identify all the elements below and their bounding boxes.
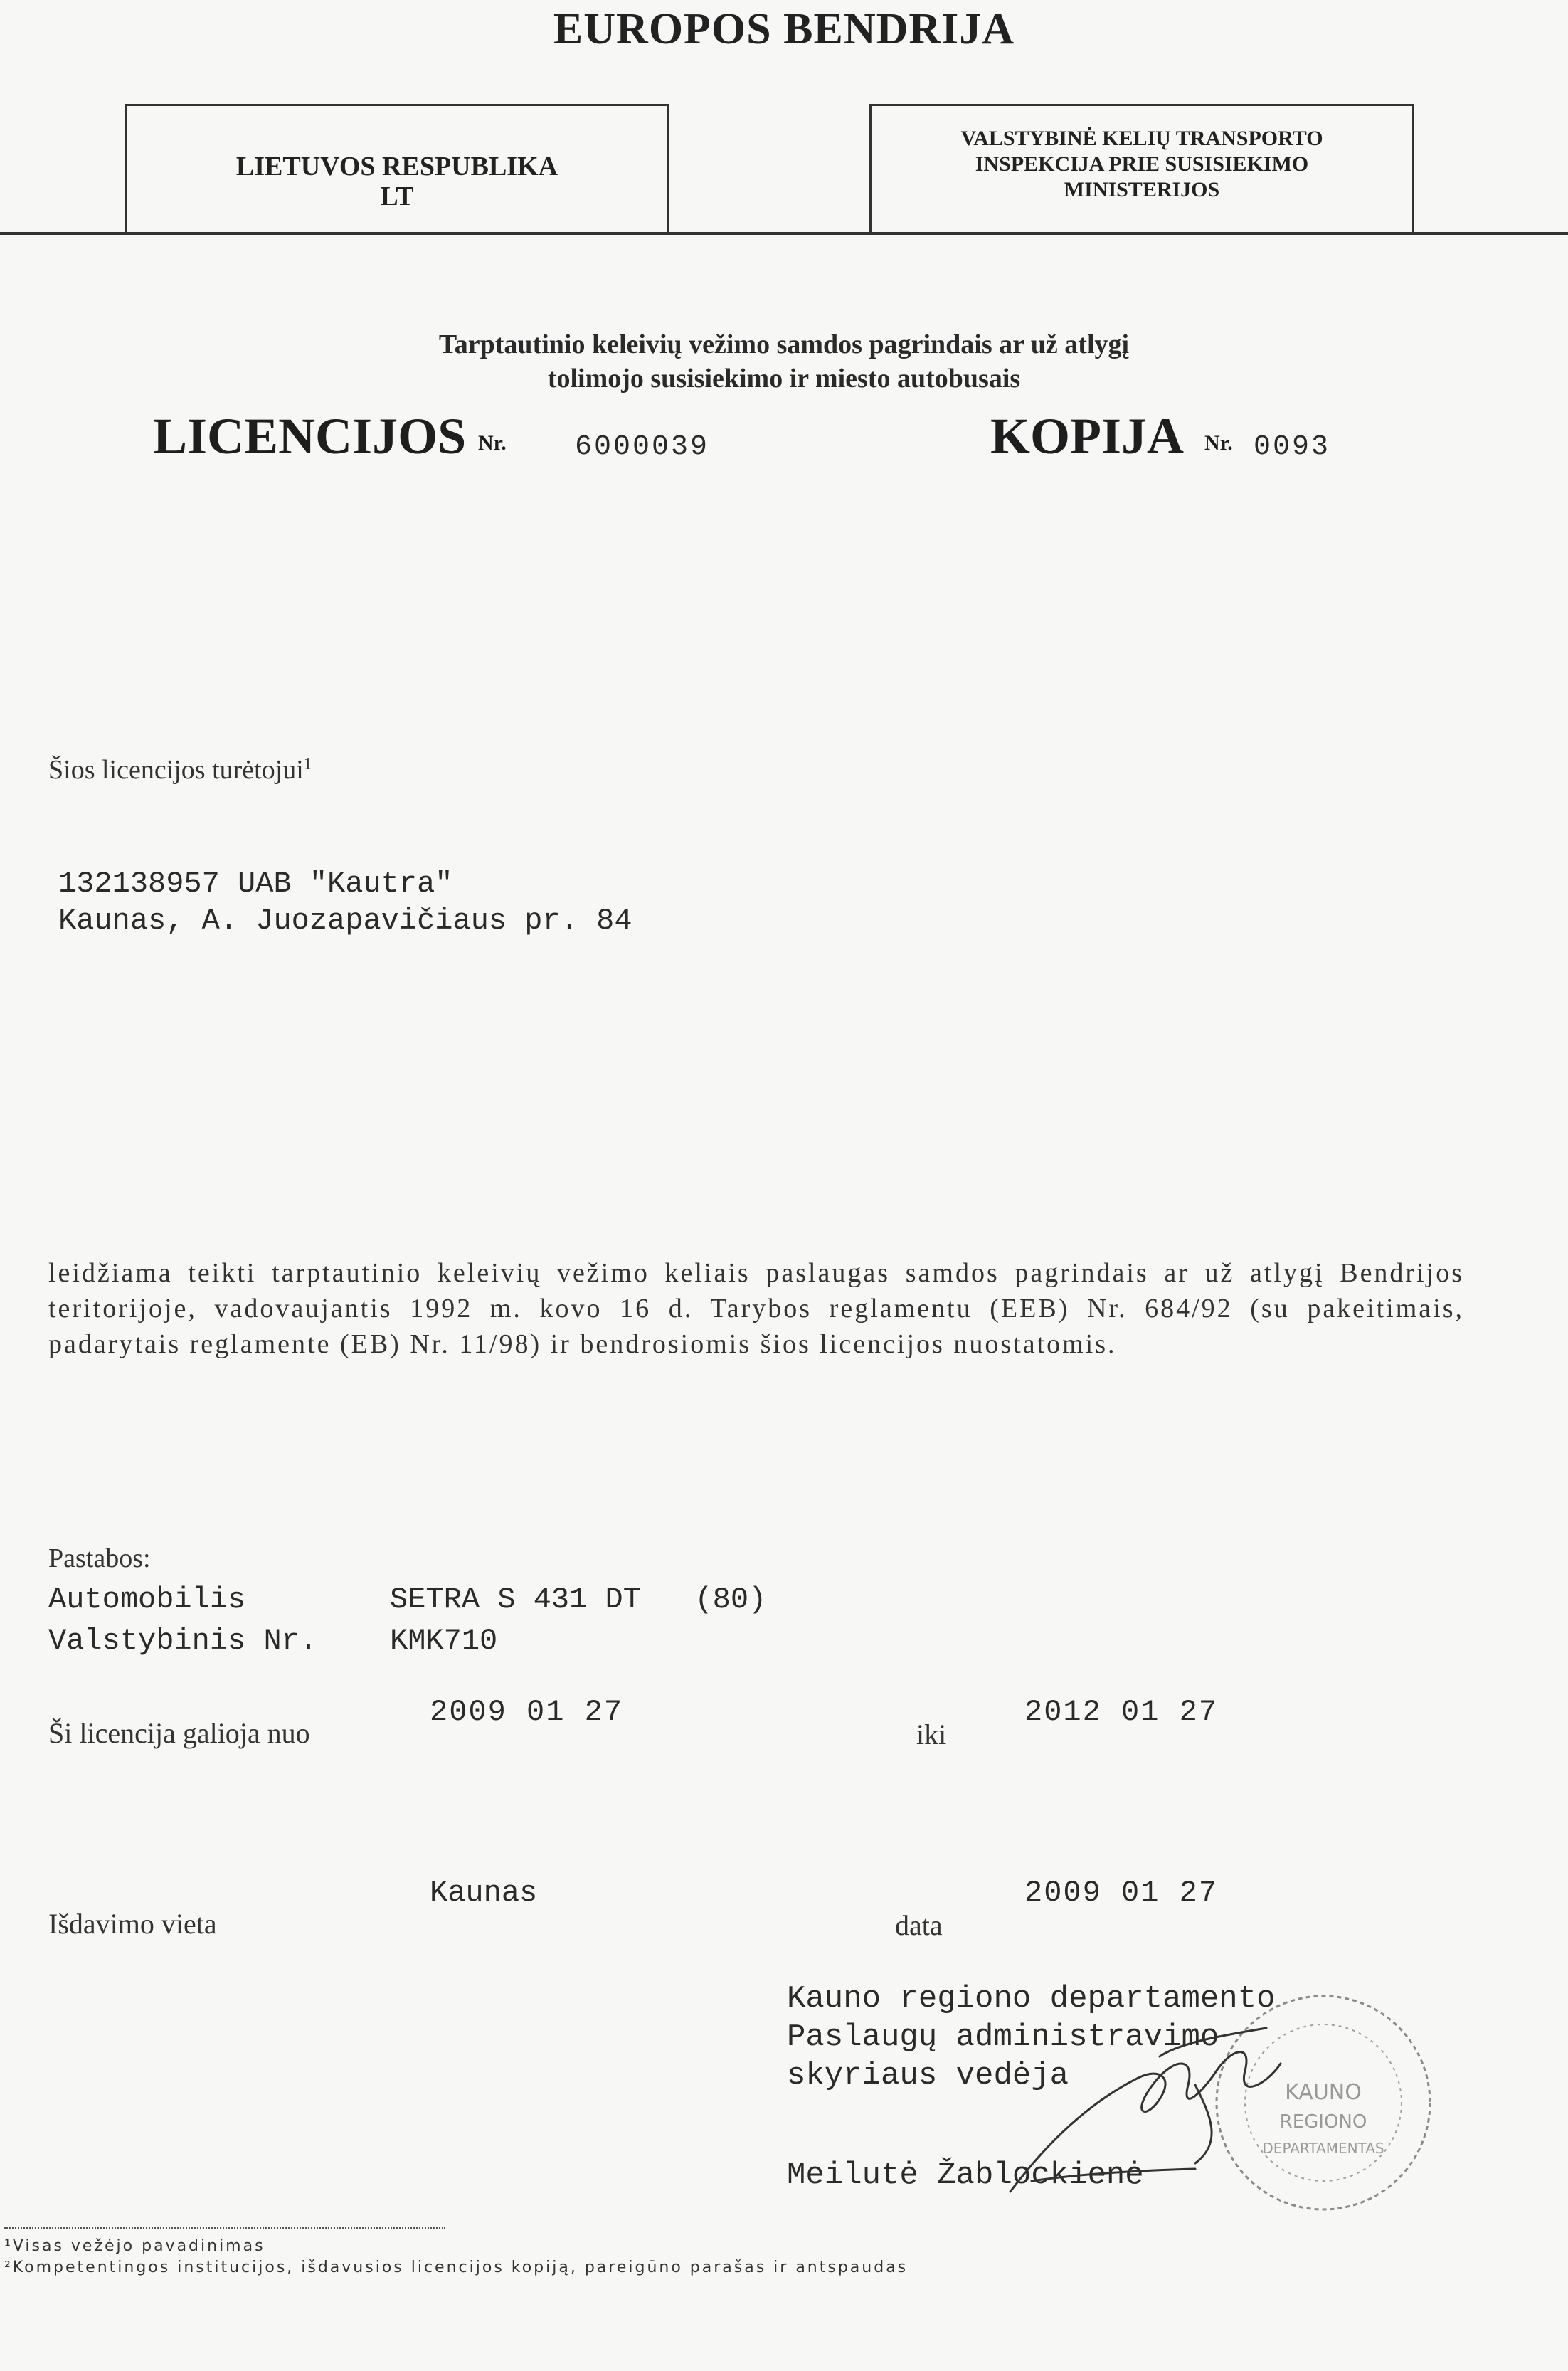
subtitle-line-1: Tarptautinio keleivių vežimo samdos pagrindais ar už atlygį <box>438 329 1130 359</box>
handwritten-signature <box>1010 2028 1281 2192</box>
stamp-text-1: KAUNO <box>1285 2080 1362 2105</box>
copy-number: 0093 <box>1254 431 1331 463</box>
validity-from: 2009 01 27 <box>430 1695 624 1729</box>
footnote-divider <box>4 2227 445 2229</box>
holder-address: Kaunas, A. Juozapavičiaus pr. 84 <box>58 904 632 938</box>
license-subtitle <box>0 327 1568 396</box>
signatory-name: Meilutė Žablockienė <box>787 2158 1144 2193</box>
license-label: LICENCIJOS <box>153 408 467 465</box>
authority-line-1: VALSTYBINĖ KELIŲ TRANSPORTO <box>960 127 1323 150</box>
signatory-title-line-2: Paslaugų administravimo <box>787 2019 1219 2055</box>
issue-place-label: Išdavimo vieta <box>48 1908 217 1940</box>
plate-value: KMK710 <box>390 1624 498 1658</box>
country-code: LT <box>380 181 414 211</box>
authority-line-3: MINISTERIJOS <box>1064 178 1220 201</box>
copy-label: KOPIJA <box>990 408 1185 465</box>
issue-date-label: data <box>895 1909 943 1941</box>
stamp-text-3: DEPARTAMENTAS <box>1262 2140 1384 2157</box>
validity-to: 2012 01 27 <box>1024 1695 1219 1729</box>
plate-label: Valstybinis Nr. <box>48 1624 318 1658</box>
vehicle-value: SETRA S 431 DT (80) <box>390 1583 767 1617</box>
holder-label <box>48 754 312 786</box>
issue-place-value: Kaunas <box>430 1876 538 1910</box>
official-stamp-and-signature <box>925 1978 1494 2220</box>
holder-footnote-mark: 1 <box>303 754 312 773</box>
header-divider <box>0 232 1568 235</box>
issuing-country-box <box>125 104 669 234</box>
issue-date-value: 2009 01 27 <box>1024 1876 1219 1910</box>
footnote-1: ¹Visas vežėjo pavadinimas <box>4 2237 265 2255</box>
stamp-text-2: REGIONO <box>1279 2111 1367 2133</box>
subtitle-line-2: tolimojo susisiekimo ir miesto autobusais <box>547 364 1021 394</box>
footnote-2: ²Kompetentingos institucijos, išdavusios licencijos kopiją, pareigūno parašas ir antspaudas <box>4 2259 909 2276</box>
license-number: 6000039 <box>575 431 710 463</box>
signatory-title-line-1: Kauno regiono departamento <box>787 1981 1276 2017</box>
issuing-authority-box <box>869 104 1414 234</box>
holder-label-text: Šios licencijos turėtojui <box>48 755 304 785</box>
notes-label: Pastabos: <box>48 1543 151 1573</box>
validity-until-label: iki <box>916 1718 947 1750</box>
document-header-title: EUROPOS BENDRIJA <box>553 5 1015 53</box>
copy-nr-label: Nr. <box>1204 431 1233 455</box>
holder-company: 132138957 UAB "Kautra" <box>58 867 453 901</box>
vehicle-label: Automobilis <box>48 1583 246 1617</box>
validity-label: Ši licencija galioja nuo <box>48 1717 310 1749</box>
authority-line-2: INSPEKCIJA PRIE SUSISIEKIMO <box>975 152 1309 176</box>
license-nr-label: Nr. <box>478 431 507 455</box>
official-stamp <box>1217 1996 1430 2209</box>
country-name: LIETUVOS RESPUBLIKA <box>235 152 558 181</box>
signatory-title-line-3: skyriaus vedėja <box>787 2058 1069 2093</box>
license-body-text: leidžiama teikti tarptautinio keleivių vežimo keliais paslaugas samdos pagrindais ar už atlygį Bendrijos teritorijoje, vadovaujantis 1992 m. kovo 16 d. Tarybos reglamentu (EEB) Nr. 684/92 (su pakeitimais, padarytais reglamente (EB) Nr. 11/98) ir bendrosiomis šios licencijos nuostatomis. <box>48 1258 1464 1359</box>
